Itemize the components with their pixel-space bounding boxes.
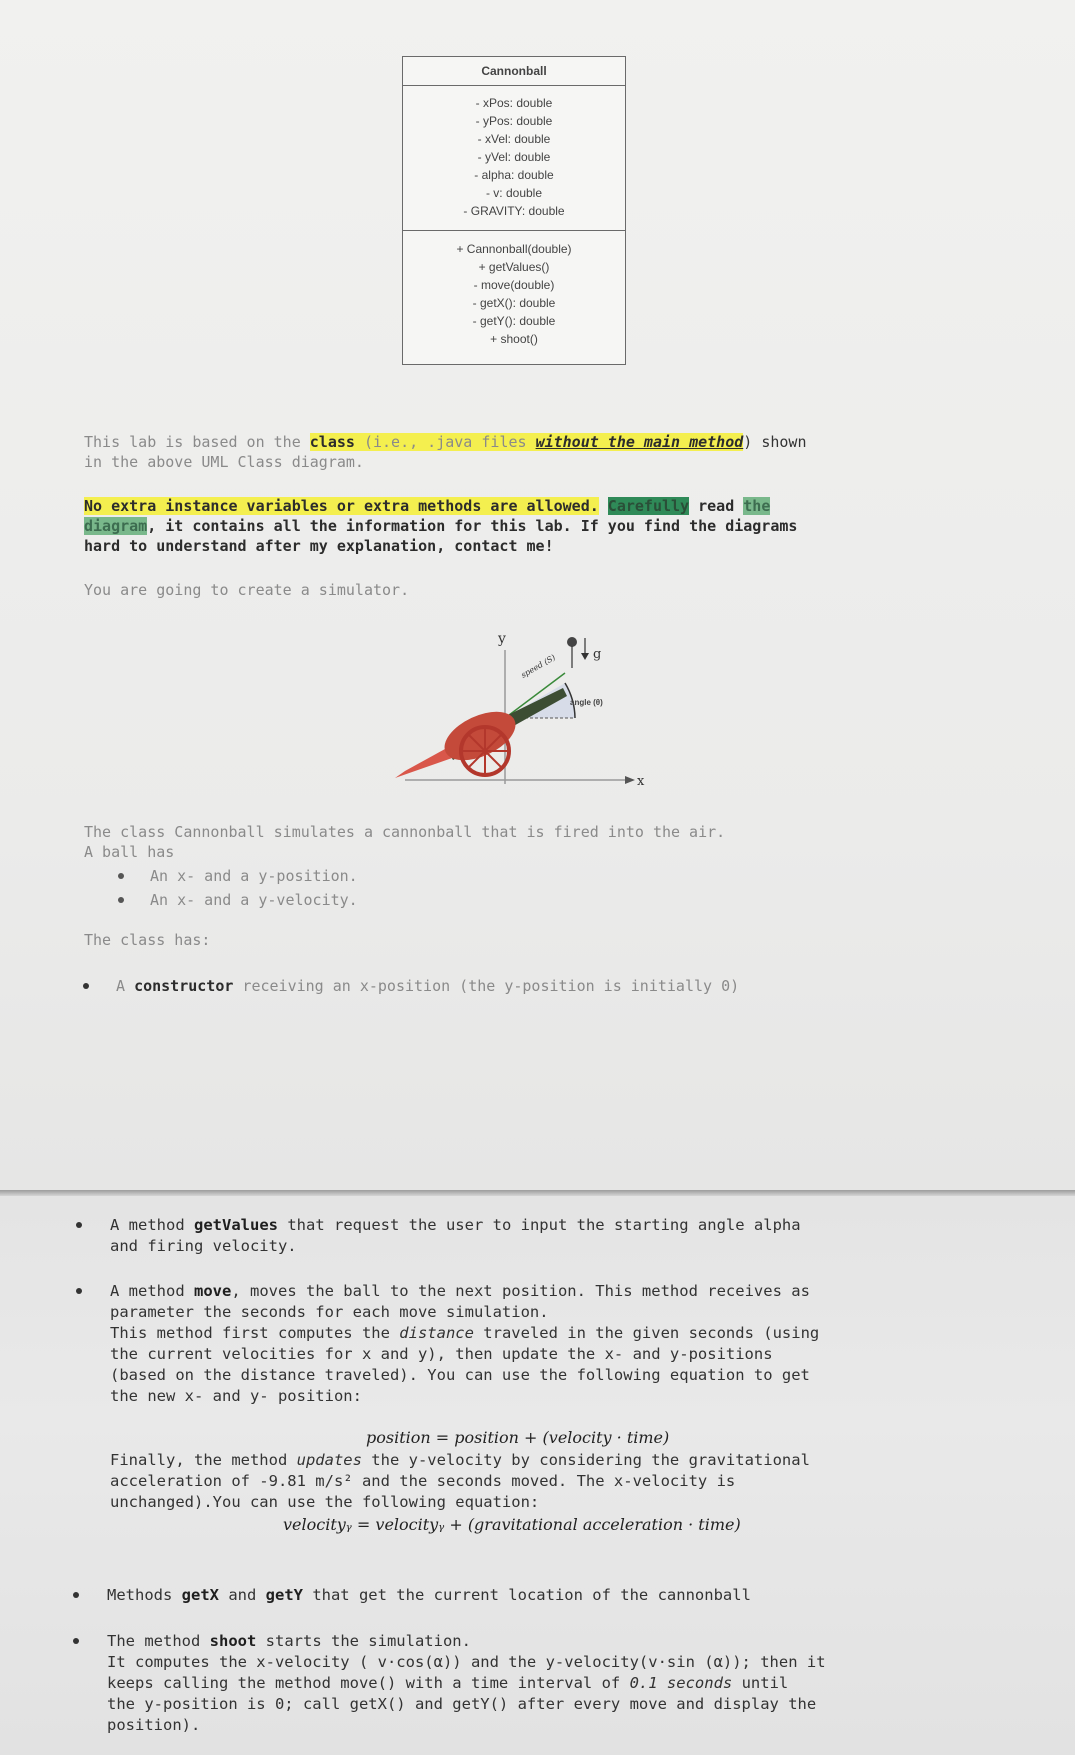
text: until <box>732 1674 789 1692</box>
text: (based on the distance traveled). You can use the following equation to get <box>110 1366 810 1384</box>
intro-paragraph-3: You are going to create a simulator. <box>84 581 410 599</box>
text: in the above UML Class diagram. <box>84 453 364 471</box>
intro-paragraph-1 <box>84 432 807 472</box>
text: the current velocities for x and y), then update the x- and y-positions <box>110 1345 773 1363</box>
text: A method <box>110 1282 194 1300</box>
text: constructor <box>134 977 234 995</box>
uml-attribute: - alpha: double <box>474 168 554 182</box>
uml-operation: + shoot() <box>490 332 538 346</box>
list-item-constructor <box>116 976 739 996</box>
text: and firing velocity. <box>110 1237 297 1255</box>
class-has-heading: The class has: <box>84 931 211 949</box>
cannonball-icon <box>567 637 577 647</box>
speed-label: speed (S) <box>519 652 557 680</box>
text: A method <box>110 1216 194 1234</box>
text: traveled in the given seconds (using <box>473 1324 820 1342</box>
list-item: An x- and a y-velocity. <box>150 891 358 909</box>
uml-class-diagram <box>402 56 626 365</box>
text: move <box>194 1282 232 1300</box>
uml-attributes <box>403 86 625 231</box>
text: A <box>116 977 135 995</box>
text: unchanged).You can use the following equation: <box>110 1493 540 1511</box>
text: ) shown <box>743 433 807 451</box>
text: The class Cannonball simulates a cannonball that is fired into the air. <box>84 823 726 841</box>
y-axis-label: y <box>498 631 506 647</box>
uml-attribute: - xVel: double <box>477 132 551 146</box>
description-paragraph <box>84 822 725 862</box>
text: This lab is based on the <box>84 433 310 451</box>
text: that get the current location of the cannonball <box>302 1586 751 1604</box>
text: the new x- and y- position: <box>110 1387 362 1405</box>
text: getX <box>181 1586 219 1604</box>
highlight-class: class <box>309 433 355 451</box>
angle-label: angle (θ) <box>570 698 603 707</box>
gravity-arrowhead <box>581 653 589 660</box>
highlight-without-main: without the main method <box>535 433 744 451</box>
text: position). <box>107 1716 201 1734</box>
text: the y-position is 0; call getX() and getY() after every move and display the <box>107 1695 817 1713</box>
bullet-dot <box>118 873 124 879</box>
bullet-dot <box>73 1592 79 1598</box>
text: hard to understand after my explanation, contact me! <box>84 537 554 555</box>
cannon-body <box>437 702 523 770</box>
intro-paragraph-2 <box>84 496 797 556</box>
bullet-dot <box>83 983 89 989</box>
list-item-move <box>110 1281 819 1407</box>
cannon-wheel-spokes <box>461 727 509 775</box>
text: shoot <box>209 1632 257 1650</box>
x-axis-arrow <box>625 776 635 784</box>
uml-operations <box>403 231 625 348</box>
highlight-text: (i.e., .java files <box>354 433 536 451</box>
text: distance <box>399 1324 474 1342</box>
text: , it contains all the information for this lab. If you find the diagrams <box>147 517 798 535</box>
cannon-diagram <box>385 628 670 788</box>
text: that request the user to input the starting angle alpha <box>278 1216 801 1234</box>
text: getValues <box>194 1216 278 1234</box>
bullet-dot <box>118 897 124 903</box>
highlight-no-extra: No extra instance variables or extra methods are allowed. <box>84 497 599 515</box>
uml-attribute: - yPos: double <box>475 114 553 128</box>
move-finally-paragraph <box>110 1450 810 1513</box>
text: and <box>218 1586 266 1604</box>
velocity-equation: velocityᵧ = velocityᵧ + (gravitational acceleration · time) <box>283 1515 741 1534</box>
text: keeps calling the method move() with a time interval of <box>107 1674 630 1692</box>
list-item-shoot <box>107 1631 826 1736</box>
uml-attribute: - xPos: double <box>475 96 553 110</box>
text: acceleration of -9.81 m/s² and the seconds moved. The x-velocity is <box>110 1472 736 1490</box>
text: The method <box>107 1632 210 1650</box>
text: read <box>689 497 744 515</box>
text: the y-velocity by considering the gravitational <box>361 1451 810 1469</box>
list-item-getvalues <box>110 1215 801 1257</box>
list-item-getxy <box>107 1585 751 1606</box>
text: A ball has <box>84 843 175 861</box>
position-equation: position = position + (velocity · time) <box>366 1428 670 1447</box>
uml-operation: - getY(): double <box>472 314 556 328</box>
text: Finally, the method <box>110 1451 297 1469</box>
uml-operation: + Cannonball(double) <box>456 242 572 256</box>
bullet-dot <box>73 1638 79 1644</box>
text: This method first computes the <box>110 1324 400 1342</box>
bullet-dot <box>76 1222 82 1228</box>
uml-operation: - move(double) <box>473 278 555 292</box>
highlight-carefully: Carefully <box>607 497 690 515</box>
text: getY <box>265 1586 303 1604</box>
uml-attribute: - v: double <box>485 186 543 200</box>
text: 0.1 seconds <box>629 1674 733 1692</box>
gravity-label: g <box>593 647 602 662</box>
highlight-diagram: diagram <box>84 517 148 535</box>
uml-class-name: Cannonball <box>403 57 625 86</box>
text: starts the simulation. <box>256 1632 471 1650</box>
uml-attribute: - GRAVITY: double <box>463 204 565 218</box>
uml-operation: + getValues() <box>478 260 550 274</box>
text: , moves the ball to the next position. This method receives as <box>231 1282 810 1300</box>
uml-operation: - getX(): double <box>472 296 556 310</box>
uml-attribute: - yVel: double <box>477 150 551 164</box>
highlight-the: the <box>743 497 771 515</box>
text: It computes the x-velocity ( v·cos(α)) and the y-velocity(v·sin (α)); then it <box>107 1653 826 1671</box>
text: receiving an x-position (the y-position is initially 0) <box>233 977 740 995</box>
text: updates <box>296 1451 362 1469</box>
text: parameter the seconds for each move simulation. <box>110 1303 549 1321</box>
x-axis-label: x <box>637 774 645 788</box>
text: Methods <box>107 1586 182 1604</box>
list-item: An x- and a y-position. <box>150 867 358 885</box>
bullet-dot <box>76 1288 82 1294</box>
